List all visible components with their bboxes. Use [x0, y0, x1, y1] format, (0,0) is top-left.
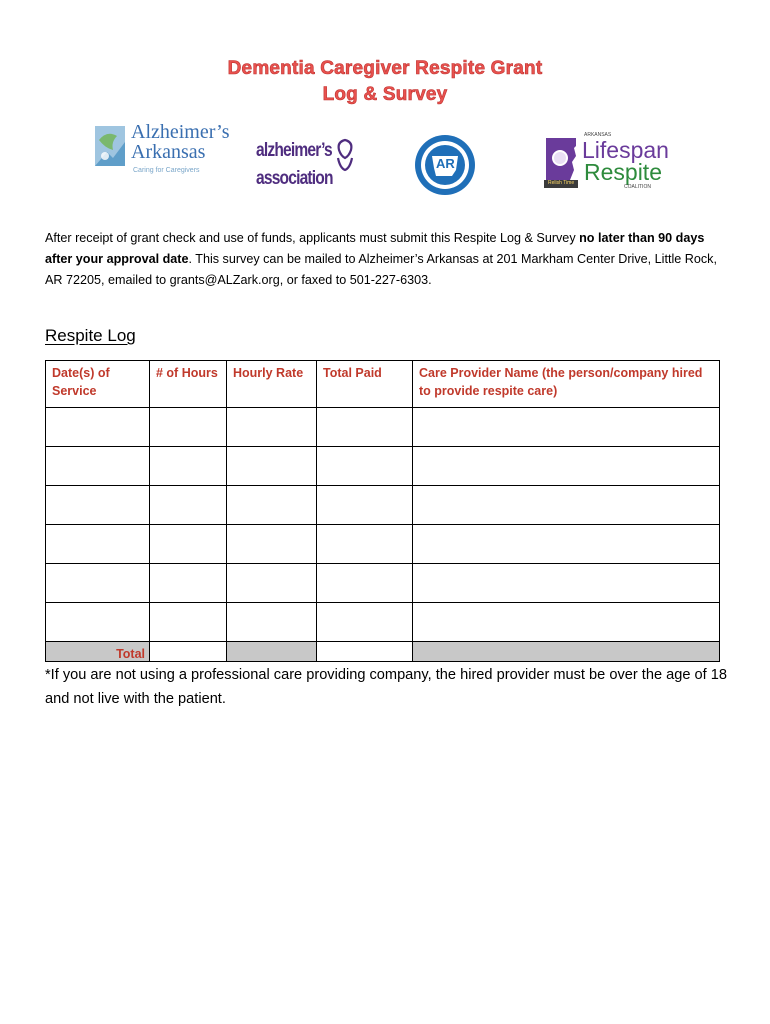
header-num-hours: # of Hours [150, 361, 227, 408]
total-hours-cell[interactable] [150, 642, 227, 662]
header-dates-of-service: Date(s) of Service [46, 361, 150, 408]
ar-seal-text: AR [436, 156, 455, 171]
rate-cell[interactable] [227, 603, 317, 642]
alz-arkansas-line2: Arkansas [131, 141, 206, 163]
rate-cell[interactable] [227, 525, 317, 564]
form-title-line1: Dementia Caregiver Respite Grant [227, 58, 543, 79]
table-row [46, 447, 720, 486]
table-row [46, 564, 720, 603]
arkansas-seal-logo [414, 134, 476, 196]
table-row [46, 486, 720, 525]
rate-cell[interactable] [227, 447, 317, 486]
total-paid-cell[interactable] [317, 486, 413, 525]
hours-cell[interactable] [150, 564, 227, 603]
respite-log-heading: Respite Log [45, 326, 136, 345]
rate-cell[interactable] [227, 486, 317, 525]
total-paid-cell[interactable] [317, 564, 413, 603]
total-paid-cell[interactable] [317, 525, 413, 564]
total-label: Total [46, 642, 150, 662]
intro-text-part1: After receipt of grant check and use of funds, applicants must submit this Respite Log & Survey [45, 231, 580, 245]
lifespan-coalition: COALITION [624, 184, 651, 190]
table-row [46, 408, 720, 447]
table-row [46, 525, 720, 564]
alz-assoc-symbol-icon [334, 138, 356, 172]
date-cell[interactable] [46, 486, 150, 525]
table-total-row [46, 642, 720, 662]
table-header-row [46, 361, 720, 408]
alz-assoc-line1: alzheimer’s [256, 140, 332, 161]
total-provider-shaded [413, 642, 720, 662]
total-paid-cell[interactable] [317, 447, 413, 486]
lifespan-line1: Lifespan [582, 137, 669, 163]
total-paid-sum-cell[interactable] [317, 642, 413, 662]
intro-text-part2: . This survey can be mailed to Alzheimer’s Arkansas at 201 Markham Center Drive, Little Rock, AR 72205, emailed to grants@ALZark.org, or faxed to 501-227-6303. [45, 252, 717, 287]
total-paid-cell[interactable] [317, 408, 413, 447]
date-cell[interactable] [46, 603, 150, 642]
alz-assoc-line2: association [256, 168, 333, 189]
date-cell[interactable] [46, 525, 150, 564]
hours-cell[interactable] [150, 408, 227, 447]
rate-cell[interactable] [227, 564, 317, 603]
alz-arkansas-line1: Alzheimer’s [131, 121, 230, 143]
provider-cell[interactable] [413, 564, 720, 603]
date-cell[interactable] [46, 447, 150, 486]
hours-cell[interactable] [150, 525, 227, 564]
total-rate-shaded [227, 642, 317, 662]
provider-cell[interactable] [413, 447, 720, 486]
provider-cell[interactable] [413, 408, 720, 447]
date-cell[interactable] [46, 408, 150, 447]
lifespan-respite-logo [544, 132, 669, 192]
provider-footnote: *If you are not using a professional care providing company, the hired provider must be over the age of 18 and not live with the patient. [45, 667, 727, 707]
total-paid-cell[interactable] [317, 603, 413, 642]
hours-cell[interactable] [150, 486, 227, 525]
respite-log-table [45, 360, 720, 662]
rate-cell[interactable] [227, 408, 317, 447]
form-title-line2: Log & Survey [322, 84, 448, 105]
alz-arkansas-tagline: Caring for Caregivers [133, 167, 200, 174]
hours-cell[interactable] [150, 447, 227, 486]
alzheimers-association-logo [256, 138, 356, 198]
table-row [46, 603, 720, 642]
lifespan-badge: Relish Time [548, 180, 575, 186]
lifespan-line2: Respite [584, 159, 662, 185]
provider-cell[interactable] [413, 525, 720, 564]
date-cell[interactable] [46, 564, 150, 603]
header-hourly-rate: Hourly Rate [227, 361, 317, 408]
intro-paragraph [45, 228, 725, 291]
provider-cell[interactable] [413, 486, 720, 525]
alzheimers-arkansas-logo [93, 121, 230, 182]
hours-cell[interactable] [150, 603, 227, 642]
header-care-provider-name: Care Provider Name (the person/company hired to provide respite care) [413, 361, 720, 408]
header-total-paid: Total Paid [317, 361, 413, 408]
lifespan-top: ARKANSAS [584, 132, 612, 138]
provider-cell[interactable] [413, 603, 720, 642]
intro-text-bold: no later than 90 days after your approval date [45, 231, 705, 266]
